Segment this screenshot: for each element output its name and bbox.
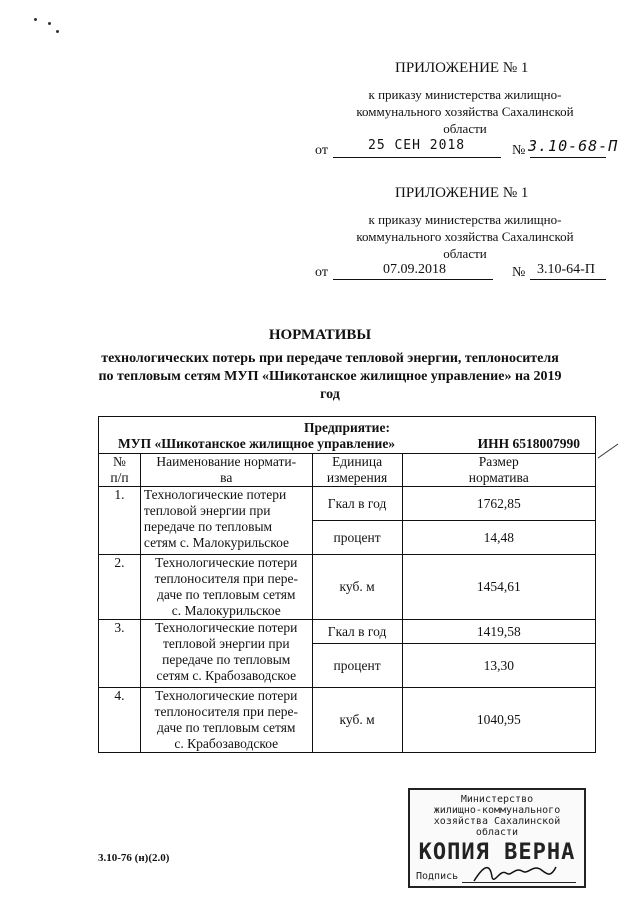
header-size-line2: норматива <box>468 470 529 485</box>
annex-old-number: 3.10-64-П <box>537 262 595 277</box>
row-num: 2. <box>99 555 141 620</box>
enterprise-label: Предприятие: <box>304 420 390 435</box>
annex-new-line1: к приказу министерства жилищно- <box>368 87 562 102</box>
row-num: 1. <box>99 487 141 555</box>
row-name-line: Технологические потери <box>155 555 298 570</box>
row-name-line: передаче по тепловым <box>162 652 291 667</box>
stamp-line1: Министерство <box>460 794 534 805</box>
header-num <box>99 454 141 487</box>
table-row <box>99 620 596 644</box>
row-name <box>140 555 312 620</box>
annex-new-number-label: № <box>512 143 526 158</box>
annex-new-line2: коммунального хозяйства Сахалинской <box>356 104 574 119</box>
row-name-line: тепловой энергии при <box>143 503 271 518</box>
row-unit: процент <box>312 521 402 555</box>
stamp-line3: хозяйства Сахалинской области <box>433 816 561 838</box>
row-name-line: с. Малокурильское <box>171 603 281 618</box>
certified-copy-stamp <box>408 788 586 888</box>
header-num-line1: № <box>113 454 126 469</box>
annex-old-date: 07.09.2018 <box>383 262 446 277</box>
table-row <box>99 555 596 620</box>
row-unit: процент <box>312 644 402 688</box>
annex-old-title: ПРИЛОЖЕНИЕ № 1 <box>395 185 529 201</box>
signature <box>470 859 560 889</box>
enterprise-name: МУП «Шикотанское жилищное управление» <box>118 436 396 451</box>
annex-new-date-line <box>333 154 501 158</box>
annex-new-line3: области <box>443 121 487 136</box>
row-value: 13,30 <box>402 644 595 688</box>
header-unit-line1: Единица <box>332 454 383 469</box>
row-name-line: передаче по тепловым <box>143 519 273 534</box>
row-value: 1040,95 <box>402 688 595 753</box>
annex-new-from-label: от <box>315 143 328 158</box>
document-subtitle-line2: по тепловым сетям МУП «Шикотанское жилищное управление» на 2019 <box>98 369 562 384</box>
row-name-line: тепловой энергии при <box>162 636 290 651</box>
table-row <box>99 688 596 753</box>
table-row <box>99 487 596 521</box>
pen-mark <box>596 440 620 460</box>
header-unit-line2: измерения <box>326 470 388 485</box>
row-name-line: даче по тепловым сетям <box>157 587 296 602</box>
row-name-line: Технологические потери <box>143 487 287 502</box>
annex-new-title: ПРИЛОЖЕНИЕ № 1 <box>395 60 529 76</box>
norms-table <box>98 416 596 753</box>
row-unit: Гкал в год <box>312 487 402 521</box>
row-name <box>140 688 312 753</box>
document-subtitle-line1: технологических потерь при передаче тепловой энергии, теплоносителя <box>101 351 559 366</box>
stamp-sign-label: Подпись <box>416 871 459 882</box>
header-name-line1: Наименование нормати- <box>156 454 297 469</box>
enterprise-row <box>99 417 596 454</box>
annex-old-line2: коммунального хозяйства Сахалинской <box>356 229 574 244</box>
scan-speck <box>48 22 51 25</box>
enterprise-inn: ИНН 6518007990 <box>477 436 580 451</box>
row-name-line: с. Крабозаводское <box>174 736 279 751</box>
header-size <box>402 454 595 487</box>
scan-speck <box>56 30 59 33</box>
row-unit: куб. м <box>312 555 402 620</box>
row-num: 4. <box>99 688 141 753</box>
row-value: 1419,58 <box>402 620 595 644</box>
footer-code: 3.10-76 (н)(2.0) <box>98 852 170 864</box>
annex-old-from-label: от <box>315 265 328 280</box>
row-name <box>140 487 312 555</box>
row-name-line: Технологические потери <box>155 620 298 635</box>
row-name <box>140 620 312 688</box>
annex-new-date: 25 СЕН 2018 <box>368 138 466 153</box>
header-unit <box>312 454 402 487</box>
header-num-line2: п/п <box>110 470 129 485</box>
annex-old-number-label: № <box>512 265 526 280</box>
row-name-line: теплоносителя при пере- <box>154 704 298 719</box>
stamp-main: КОПИЯ ВЕРНА <box>418 840 576 865</box>
row-name-line: даче по тепловым сетям <box>157 720 296 735</box>
row-name-line: теплоносителя при пере- <box>154 571 298 586</box>
row-unit: куб. м <box>312 688 402 753</box>
scan-speck <box>34 18 37 21</box>
row-unit: Гкал в год <box>312 620 402 644</box>
annex-new-number: 3.10-68-П <box>528 137 619 155</box>
row-name-line: сетям с. Крабозаводское <box>156 668 297 683</box>
row-value: 1454,61 <box>402 555 595 620</box>
document-subtitle-line3: год <box>320 387 340 402</box>
stamp-line2: жилищно-коммунального <box>433 805 561 816</box>
header-row <box>99 454 596 487</box>
annex-old-line3: области <box>443 246 487 261</box>
header-size-line1: Размер <box>478 454 519 469</box>
row-num: 3. <box>99 620 141 688</box>
annex-old-line1: к приказу министерства жилищно- <box>368 212 562 227</box>
header-name-line2: ва <box>220 470 233 485</box>
row-value: 1762,85 <box>402 487 595 521</box>
row-name-line: сетям с. Малокурильское <box>143 535 290 550</box>
header-name <box>140 454 312 487</box>
document-title: НОРМАТИВЫ <box>268 327 372 343</box>
row-name-line: Технологические потери <box>155 688 298 703</box>
row-value: 14,48 <box>402 521 595 555</box>
